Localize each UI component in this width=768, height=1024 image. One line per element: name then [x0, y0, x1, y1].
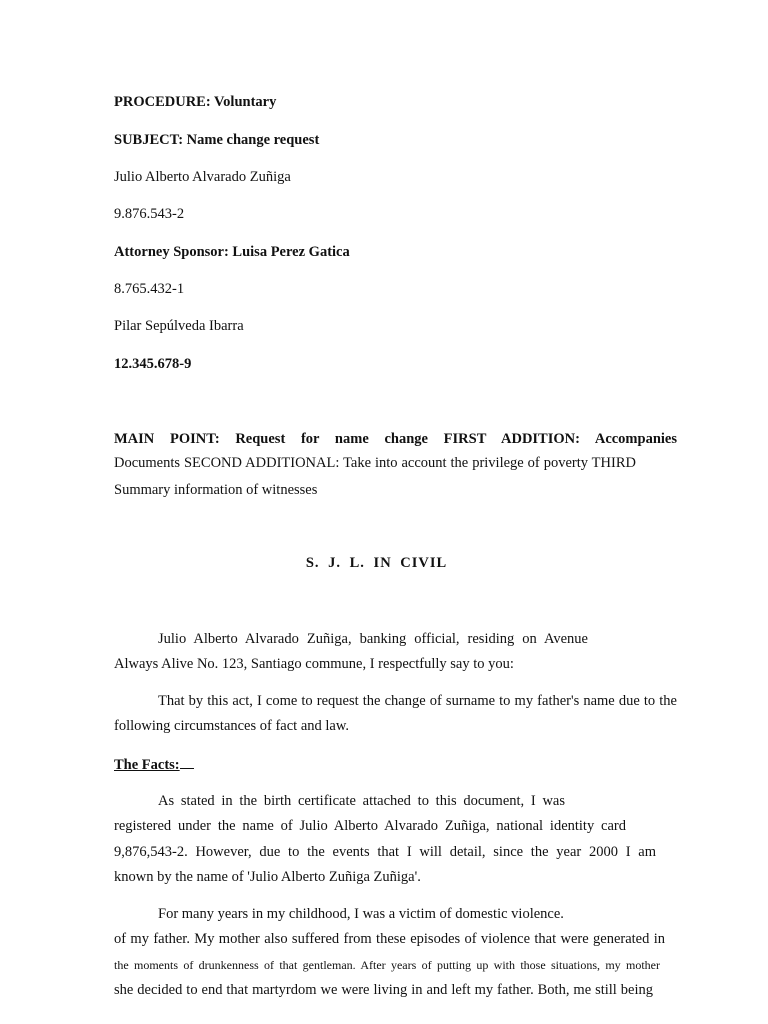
intro-line-2: Always Alive No. 123, Santiago commune, I respectfully say to you:	[114, 656, 514, 672]
facts-heading-text: The Facts:	[114, 757, 180, 773]
subject-line: SUBJECT: Name change request	[114, 132, 320, 148]
intro-line-1: Julio Alberto Alvarado Zuñiga, banking official, residing on Avenue	[158, 631, 588, 647]
facts-p1-line-4: known by the name of 'Julio Alberto Zuñiga Zuñiga'.	[114, 869, 421, 885]
main-point-line-1: MAIN POINT: Request for name change FIRST ADDITION: Accompanies	[114, 431, 677, 447]
main-point-line-2: Documents SECOND ADDITIONAL: Take into account the privilege of poverty THIRD	[114, 455, 636, 471]
facts-heading	[114, 755, 194, 774]
facts-p1-line-2: registered under the name of Julio Alberto Alvarado Zuñiga, national identity card	[114, 818, 626, 834]
request-line-2: following circumstances of fact and law.	[114, 718, 350, 734]
applicant-id: 9.876.543-2	[114, 206, 185, 222]
facts-p1-line-3: 9,876,543-2. However, due to the events that I will detail, since the year 2000 I am	[114, 844, 656, 860]
facts-heading-rule	[180, 755, 194, 769]
attorney-id: 8.765.432-1	[114, 281, 185, 297]
witness-id: 12.345.678-9	[114, 356, 192, 372]
request-line-1: That by this act, I come to request the change of surname to my father's name due to the	[158, 693, 677, 709]
facts-p2-line-2: of my father. My mother also suffered from these episodes of violence that were generated in	[114, 931, 665, 947]
court-title: S. J. L. IN CIVIL	[305, 555, 448, 571]
facts-p2-line-1: For many years in my childhood, I was a victim of domestic violence.	[158, 906, 564, 922]
procedure-line: PROCEDURE: Voluntary	[114, 94, 277, 110]
facts-p2-line-3: the moments of drunkenness of that gentleman. After years of putting up with those situations, my mother	[114, 958, 660, 972]
facts-p1-line-1: As stated in the birth certificate attached to this document, I was	[158, 793, 565, 809]
applicant-name: Julio Alberto Alvarado Zuñiga	[114, 169, 291, 185]
facts-p2-line-4: she decided to end that martyrdom we were living in and left my father. Both, me still being	[114, 982, 653, 998]
attorney-line: Attorney Sponsor: Luisa Perez Gatica	[114, 244, 350, 260]
main-point-line-3: Summary information of witnesses	[114, 482, 318, 498]
witness-name: Pilar Sepúlveda Ibarra	[114, 318, 244, 334]
